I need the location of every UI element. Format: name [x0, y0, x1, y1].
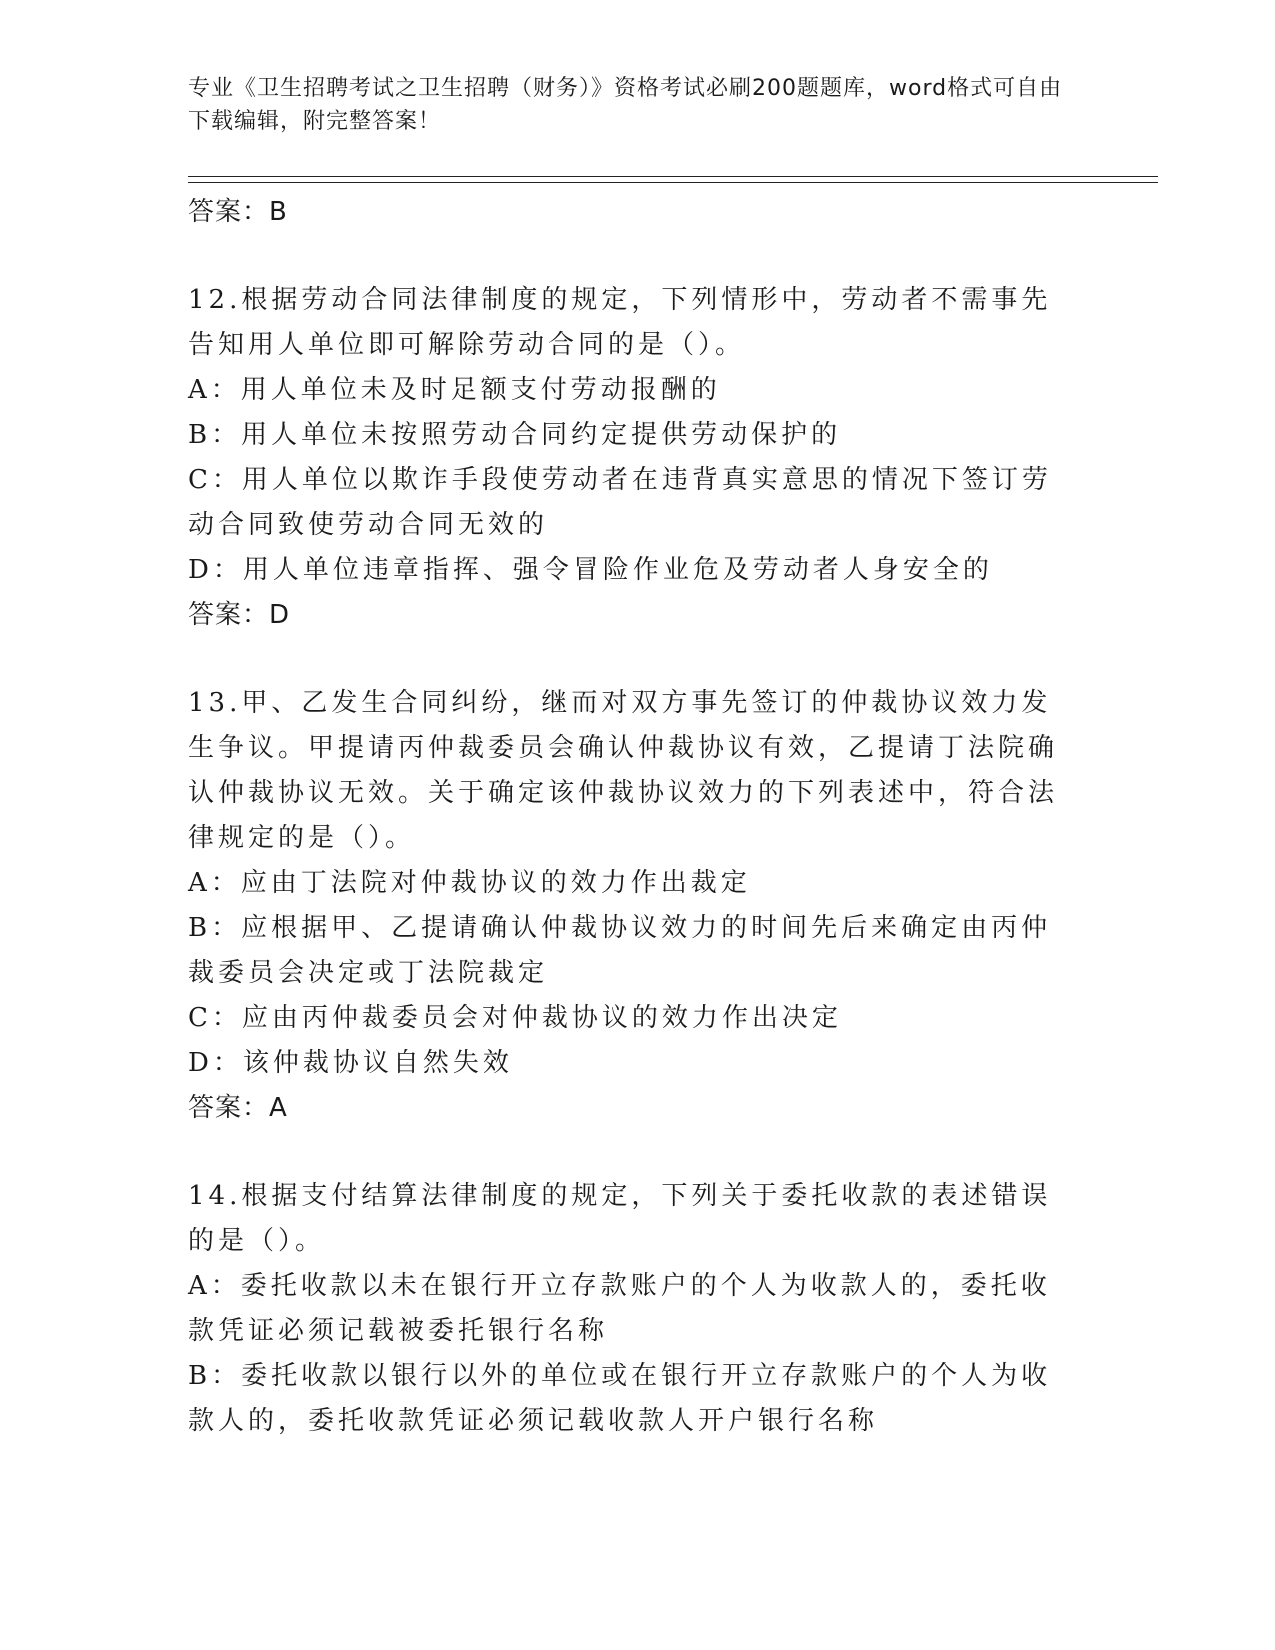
answer-line: 答案：D	[188, 600, 291, 630]
answer-line: 答案：A	[188, 1093, 288, 1123]
document-body	[188, 190, 1078, 1444]
question-13	[188, 681, 1078, 1131]
question-stem: 12.根据劳动合同法律制度的规定，下列情形中，劳动者不需事先告知用人单位即可解除劳动合同的是（）。	[188, 285, 1052, 360]
option-c: C：应由丙仲裁委员会对仲裁协议的效力作出决定	[188, 1003, 842, 1033]
option-c: C：用人单位以欺诈手段使劳动者在违背真实意思的情况下签订劳动合同致使劳动合同无效的	[188, 465, 1052, 540]
question-12	[188, 278, 1078, 638]
answer-line: 答案：B	[188, 197, 288, 227]
option-b: B：委托收款以银行以外的单位或在银行开立存款账户的个人为收款人的，委托收款凭证必须记载收款人开户银行名称	[188, 1361, 1052, 1436]
option-a: A：应由丁法院对仲裁协议的效力作出裁定	[188, 868, 751, 898]
question-stem: 13.甲、乙发生合同纠纷，继而对双方事先签订的仲裁协议效力发生争议。甲提请丙仲裁委员会确认仲裁协议有效，乙提请丁法院确认仲裁协议无效。关于确定该仲裁协议效力的下列表述中，符合法律规定的是（）。	[188, 688, 1059, 853]
question-14	[188, 1174, 1078, 1444]
option-d: D：用人单位违章指挥、强令冒险作业危及劳动者人身安全的	[188, 555, 993, 585]
option-b: B：用人单位未按照劳动合同约定提供劳动保护的	[188, 420, 842, 450]
question-stem: 14.根据支付结算法律制度的规定，下列关于委托收款的表述错误的是（）。	[188, 1181, 1052, 1256]
option-b: B：应根据甲、乙提请确认仲裁协议效力的时间先后来确定由丙仲裁委员会决定或丁法院裁定	[188, 913, 1052, 988]
header-double-rule	[188, 176, 1158, 183]
document-header: 专业《卫生招聘考试之卫生招聘（财务）》资格考试必刷200题题库，word格式可自由下载编辑，附完整答案！	[188, 76, 1063, 134]
option-d: D：该仲裁协议自然失效	[188, 1048, 513, 1078]
option-a: A：用人单位未及时足额支付劳动报酬的	[188, 375, 721, 405]
option-a: A：委托收款以未在银行开立存款账户的个人为收款人的，委托收款凭证必须记载被委托银行名称	[188, 1271, 1051, 1346]
